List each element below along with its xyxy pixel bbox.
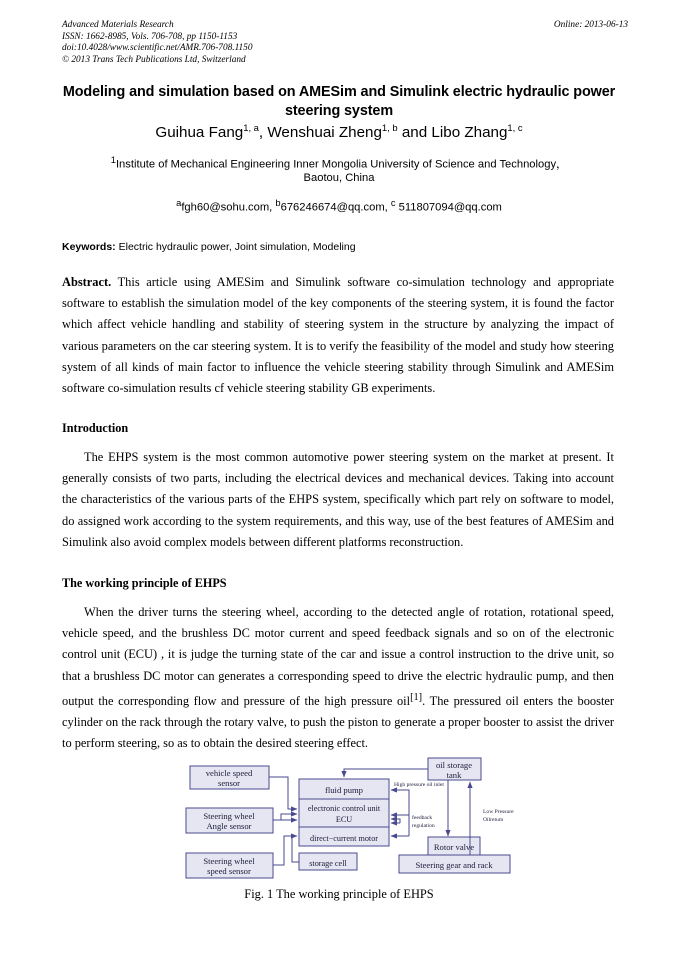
label-low-pressure-l1: Low Pressure: [483, 809, 514, 815]
email-c-superscript: c: [390, 198, 396, 208]
line-feedback-fluid-pump: [391, 790, 409, 807]
label-speed-sensor-l2: speed sensor: [207, 866, 251, 876]
author-1-superscript: 1, a: [243, 121, 259, 133]
author-2-name: Wenshuai Zheng: [267, 124, 382, 141]
label-vehicle-speed-sensor-l1: vehicle speed: [205, 768, 253, 778]
label-fluid-pump: fluid pump: [325, 785, 363, 795]
introduction-paragraph: The EHPS system is the most common automotive power steering system on the market at present. It generally consists of two parts, including the electrical devices and mechanical devices. Taking into account the characteristics of the various parts of the EHPS system, specifically which part rely on software to model, do assigned work according to the system requirements, and this way, use of the best features of AMESim and Simulink also avoid complex models between different platforms reconstruction.: [62, 450, 614, 549]
label-oil-tank-l2: tank: [446, 770, 462, 780]
abstract-block: [62, 272, 614, 399]
journal-name-row: [62, 20, 628, 32]
line-vehicle-speed-to-ecu: [269, 777, 297, 809]
page-title: Modeling and simulation based on AMESim and Simulink electric hydraulic power steering system: [62, 84, 616, 119]
keywords-value: Electric hydraulic power, Joint simulation, Modeling: [115, 241, 356, 253]
copyright-line: © 2013 Trans Tech Publications Ltd, Switzerland: [62, 54, 246, 65]
label-vehicle-speed-sensor-l2: sensor: [218, 778, 240, 788]
author-emails: [60, 198, 618, 214]
journal-header: [62, 20, 628, 66]
label-feedback-l1: feedback: [412, 815, 433, 821]
citation-reference: [1]: [410, 691, 423, 703]
abstract-text: This article using AMESim and Simulink software co-simulation technology and appropriate software to establish the simulation model of the key components of the steering system, it is found the factor which affect vehicle handling and stability of steering system in the structure by analyzing the impact of various parameters on the car steering system. It is to verify the feasibility of the model and study how steering system of all kinds of main factor to influence the vehicle steering stability through Simulink and AMESim software co-simulation results cf vehicle steering stability GB experiments.: [62, 275, 614, 396]
line-feedback-ecu-2: [391, 819, 400, 823]
section-heading-principle: The working principle of EHPS: [62, 576, 227, 590]
affiliation-city: Baotou, China: [303, 172, 375, 184]
author-1-name: Guihua Fang: [155, 124, 244, 141]
issn-line: ISSN: 1662-8985, Vols. 706-708, pp 1150-1153: [62, 31, 238, 42]
affiliation-text: Institute of Mechanical Engineering Inner Mongolia University of Science and Technology，: [115, 158, 568, 171]
author-sep-1: ,: [258, 124, 268, 141]
author-list: [60, 123, 618, 143]
author-2-superscript: 1, b: [381, 121, 398, 133]
label-storage-cell: storage cell: [309, 859, 347, 868]
online-date: Online: 2013-06-13: [553, 20, 628, 30]
email-b-superscript: b: [275, 198, 281, 208]
section-heading-introduction: Introduction: [62, 421, 129, 435]
author-sep-2: and: [401, 124, 432, 141]
principle-paragraph: [62, 602, 614, 755]
affiliation-marker: 1: [110, 155, 116, 165]
ehps-block-diagram-svg: [0, 757, 678, 892]
label-rotor-valve: Rotor valve: [433, 842, 475, 852]
label-high-pressure-oil-inlet: High pressure oil inlet: [394, 782, 444, 788]
figure-caption: Fig. 1 The working principle of EHPS: [244, 887, 434, 901]
figure-ehps-diagram: [0, 757, 678, 892]
label-steering-gear-and-rack: Steering gear and rack: [415, 860, 493, 870]
doi-line: doi:10.4028/www.scientific.net/AMR.706-708.1150: [62, 43, 253, 54]
keywords-line: [62, 241, 616, 253]
author-3-name: Libo Zhang: [431, 124, 508, 141]
line-speed-sensor-to-motor: [273, 836, 297, 865]
label-ecu-l2: ECU: [335, 815, 353, 824]
label-angle-sensor-l1: Steering wheel: [203, 811, 255, 821]
author-3-superscript: 1, c: [507, 121, 523, 133]
label-feedback-l2: regulation: [412, 823, 435, 829]
line-angle-sensor-to-ecu-b: [273, 814, 297, 820]
line-storage-cell-to-motor: [292, 836, 299, 862]
principle-text-part2: . The pressured oil enters the booster cylinder on the rack through the rotary valve, to push the piston to generate a proper booster to assist the driver to perform steering, so as to obtain the desired steering effect.: [62, 693, 615, 751]
email-a-superscript: a: [176, 198, 182, 208]
label-oil-tank-l1: oil storage: [435, 760, 473, 770]
label-angle-sensor-l2: Angle sensor: [206, 821, 252, 831]
label-ecu-l1: electronic control unit: [307, 804, 381, 813]
keywords-label: Keywords:: [62, 241, 116, 253]
principle-text-part1: When the driver turns the steering wheel, according to the detected angle of rotation, rotational speed, vehicle speed, and the brushless DC motor current and speed feedback signals and so on of the electronic control unit (ECU) , it is judge the turning state of the car and issue a control instruction to the drive unit, so that a brushless DC motor can generates a corresponding speed to drive the electric hydraulic pump, and then output the corresponding flow and pressure of the high pressure oil: [62, 605, 614, 708]
label-low-pressure-l2: Oilretum: [483, 817, 504, 823]
email-c: 511807094@qq.com: [395, 201, 502, 214]
email-a: fgh60@sohu.com,: [181, 201, 276, 214]
label-direct-current-motor: direct−current motor: [309, 834, 379, 843]
email-b: 676246674@qq.com,: [280, 201, 391, 214]
abstract-label: Abstract.: [62, 275, 112, 289]
journal-name: Advanced Materials Research: [62, 20, 174, 30]
line-feedback-ecu-1: [391, 807, 409, 815]
line-oil-tank-to-fluid-pump: [344, 769, 428, 777]
label-speed-sensor-l1: Steering wheel: [203, 856, 255, 866]
